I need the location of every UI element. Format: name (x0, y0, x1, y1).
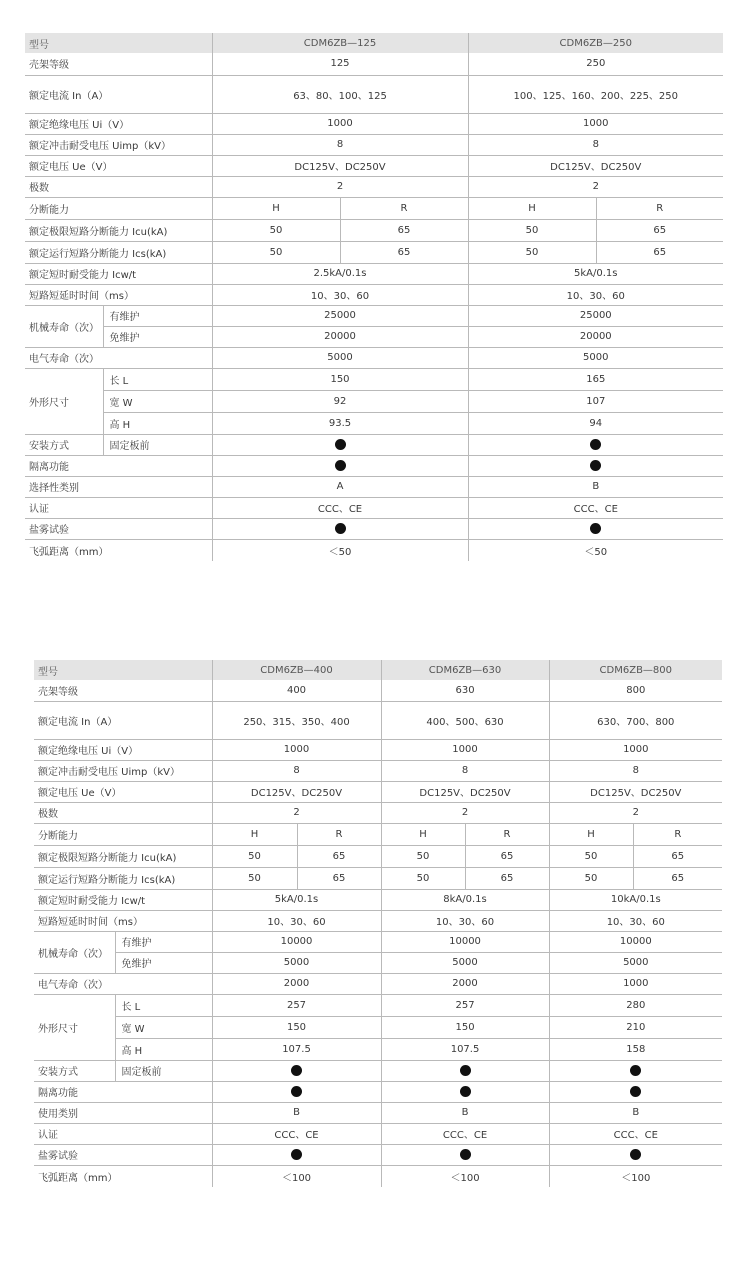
row-label: 盐雾试验 (34, 1144, 212, 1165)
cell: 92 (212, 390, 468, 412)
cell: 1000 (212, 113, 468, 134)
filled-dot-icon (291, 1149, 302, 1160)
isolation-row (25, 455, 723, 476)
isolation-row (34, 1081, 722, 1102)
frame-row (34, 680, 722, 701)
cell: 2 (212, 176, 468, 197)
mech-life-maint-row (34, 931, 722, 952)
cell: 65 (340, 241, 468, 263)
cell: 630、700、800 (549, 701, 722, 739)
cell: 630 (381, 680, 549, 701)
icw-row (25, 263, 723, 284)
cell: R (297, 823, 381, 845)
elec-life-row (34, 973, 722, 994)
cell: 50 (212, 867, 297, 889)
cell: 65 (297, 867, 381, 889)
cell: ＜50 (212, 539, 468, 561)
cell: 65 (340, 219, 468, 241)
filled-dot-icon (630, 1086, 641, 1097)
elec-life-row (25, 347, 723, 368)
model-name: CDM6ZB—400 (212, 660, 381, 680)
filled-dot-icon (335, 460, 346, 471)
sub-label: 有维护 (103, 305, 212, 326)
cell: 107.5 (381, 1038, 549, 1060)
row-label: 额定电压 Ue（V） (25, 155, 212, 176)
cell: 5000 (212, 347, 468, 368)
mech-life-free-row (25, 326, 723, 347)
sub-label: 长 L (115, 994, 212, 1016)
row-label: 额定极限短路分断能力 Icu(kA) (25, 219, 212, 241)
cell: 10kA/0.1s (549, 889, 722, 910)
cell (212, 1081, 381, 1102)
model-name: CDM6ZB—250 (468, 33, 723, 53)
sub-label: 宽 W (115, 1016, 212, 1038)
cell: 1000 (549, 973, 722, 994)
cell: 2 (381, 802, 549, 823)
row-label: 额定运行短路分断能力 Ics(kA) (25, 241, 212, 263)
cell (212, 1060, 381, 1081)
row-label: 壳架等级 (34, 680, 212, 701)
breaking-row (34, 823, 722, 845)
header-row (34, 660, 722, 680)
cell: 10000 (549, 931, 722, 952)
cell (381, 1081, 549, 1102)
sub-label: 高 H (115, 1038, 212, 1060)
cert-row (34, 1123, 722, 1144)
cell: 10000 (381, 931, 549, 952)
row-label: 外形尺寸 (34, 994, 115, 1060)
sub-label: 免维护 (115, 952, 212, 973)
row-label: 选择性类别 (25, 476, 212, 497)
cell: B (212, 1102, 381, 1123)
cell: 250 (468, 53, 723, 75)
dims-height-row (25, 412, 723, 434)
sub-label: 固定板前 (115, 1060, 212, 1081)
row-label: 分断能力 (25, 197, 212, 219)
cell: 65 (596, 219, 723, 241)
cell: 1000 (549, 739, 722, 760)
cell: 50 (468, 241, 596, 263)
current-row (34, 701, 722, 739)
row-label: 极数 (25, 176, 212, 197)
cell: 25000 (212, 305, 468, 326)
cell: 150 (212, 1016, 381, 1038)
model-name: CDM6ZB—800 (549, 660, 722, 680)
filled-dot-icon (590, 439, 601, 450)
row-label: 额定冲击耐受电压 Uimp（kV） (25, 134, 212, 155)
cell: 65 (465, 845, 549, 867)
cell (212, 455, 468, 476)
cell: 5000 (549, 952, 722, 973)
current-row (25, 75, 723, 113)
cell: 65 (465, 867, 549, 889)
insulation-voltage-row (34, 739, 722, 760)
cell: ＜100 (212, 1165, 381, 1187)
cell: H (549, 823, 633, 845)
row-label: 额定冲击耐受电压 Uimp（kV） (34, 760, 212, 781)
row-label: 电气寿命（次） (25, 347, 212, 368)
cell (468, 434, 723, 455)
cell: 93.5 (212, 412, 468, 434)
cell: 400 (212, 680, 381, 701)
category-row (34, 1102, 722, 1123)
cell: 65 (596, 241, 723, 263)
cell: 65 (297, 845, 381, 867)
cell: 125 (212, 53, 468, 75)
cell: 800 (549, 680, 722, 701)
cell: 8kA/0.1s (381, 889, 549, 910)
cell: 10、30、60 (212, 284, 468, 305)
sub-label: 固定板前 (103, 434, 212, 455)
cell: 10、30、60 (212, 910, 381, 931)
breaking-row (25, 197, 723, 219)
spec-table-125-250 (25, 33, 723, 561)
row-label: 极数 (34, 802, 212, 823)
cell: 2 (549, 802, 722, 823)
spec-table-400-800 (34, 660, 722, 1187)
filled-dot-icon (335, 523, 346, 534)
mech-life-free-row (34, 952, 722, 973)
cell: 50 (549, 845, 633, 867)
cell: 5000 (468, 347, 723, 368)
cell: 65 (633, 867, 722, 889)
frame-row (25, 53, 723, 75)
row-label: 额定短时耐受能力 Icw/t (25, 263, 212, 284)
cell: 25000 (468, 305, 723, 326)
filled-dot-icon (460, 1149, 471, 1160)
cell: 257 (212, 994, 381, 1016)
cell: 20000 (212, 326, 468, 347)
cell (212, 1144, 381, 1165)
cell: CCC、CE (212, 1123, 381, 1144)
install-row (25, 434, 723, 455)
poles-row (25, 176, 723, 197)
cell (549, 1081, 722, 1102)
filled-dot-icon (590, 460, 601, 471)
row-label: 额定短时耐受能力 Icw/t (34, 889, 212, 910)
cell (468, 518, 723, 539)
cell: 100、125、160、200、225、250 (468, 75, 723, 113)
cell: 150 (212, 368, 468, 390)
row-label: 使用类别 (34, 1102, 212, 1123)
row-label: 盐雾试验 (25, 518, 212, 539)
cell: 20000 (468, 326, 723, 347)
cell: 50 (468, 219, 596, 241)
dims-height-row (34, 1038, 722, 1060)
cell (549, 1060, 722, 1081)
impulse-row (25, 134, 723, 155)
cell: 94 (468, 412, 723, 434)
cell: R (633, 823, 722, 845)
category-row (25, 476, 723, 497)
cell: 8 (468, 134, 723, 155)
row-label: 额定绝缘电压 Ui（V） (34, 739, 212, 760)
cell: 5kA/0.1s (468, 263, 723, 284)
model-name: CDM6ZB—630 (381, 660, 549, 680)
filled-dot-icon (335, 439, 346, 450)
cell: 2.5kA/0.1s (212, 263, 468, 284)
row-label: 额定运行短路分断能力 Ics(kA) (34, 867, 212, 889)
cell: 1000 (212, 739, 381, 760)
mech-life-maint-row (25, 305, 723, 326)
icw-row (34, 889, 722, 910)
cell (212, 518, 468, 539)
cell: 50 (212, 241, 340, 263)
cell: B (468, 476, 723, 497)
row-label: 隔离功能 (25, 455, 212, 476)
cell: B (549, 1102, 722, 1123)
dims-width-row (25, 390, 723, 412)
row-label: 机械寿命（次） (25, 305, 103, 347)
row-label: 额定电流 In（A） (25, 75, 212, 113)
dims-length-row (34, 994, 722, 1016)
cell: 2 (212, 802, 381, 823)
cell: 2 (468, 176, 723, 197)
cell: 250、315、350、400 (212, 701, 381, 739)
row-label: 分断能力 (34, 823, 212, 845)
cell: R (340, 197, 468, 219)
cell: 107 (468, 390, 723, 412)
cell (212, 434, 468, 455)
salt-spray-row (25, 518, 723, 539)
cell: 8 (549, 760, 722, 781)
cell: 107.5 (212, 1038, 381, 1060)
cell: 8 (212, 134, 468, 155)
cell: 5kA/0.1s (212, 889, 381, 910)
sub-label: 免维护 (103, 326, 212, 347)
header-row (25, 33, 723, 53)
cell (381, 1144, 549, 1165)
cell: H (212, 823, 297, 845)
cell: 10、30、60 (381, 910, 549, 931)
cell: ＜50 (468, 539, 723, 561)
filled-dot-icon (590, 523, 601, 534)
model-name: CDM6ZB—125 (212, 33, 468, 53)
cell (549, 1144, 722, 1165)
icu-row (34, 845, 722, 867)
cell: 8 (212, 760, 381, 781)
cell: 50 (381, 867, 465, 889)
cell: 10、30、60 (549, 910, 722, 931)
cell: H (381, 823, 465, 845)
cell: H (468, 197, 596, 219)
voltage-row (34, 781, 722, 802)
dims-length-row (25, 368, 723, 390)
row-label: 额定电压 Ue（V） (34, 781, 212, 802)
row-label: 安装方式 (34, 1060, 115, 1081)
cell: 50 (212, 219, 340, 241)
row-label: 飞弧距离（mm） (29, 546, 109, 558)
cell: 2000 (381, 973, 549, 994)
poles-row (34, 802, 722, 823)
row-label: 壳架等级 (25, 53, 212, 75)
row-label: 电气寿命（次） (34, 973, 212, 994)
install-row (34, 1060, 722, 1081)
cell: CCC、CE (549, 1123, 722, 1144)
filled-dot-icon (291, 1086, 302, 1097)
sub-label: 高 H (103, 412, 212, 434)
ics-row (34, 867, 722, 889)
filled-dot-icon (630, 1065, 641, 1076)
sub-label: 长 L (103, 368, 212, 390)
cell: 10000 (212, 931, 381, 952)
cell: CCC、CE (381, 1123, 549, 1144)
delay-row (34, 910, 722, 931)
cell: 50 (381, 845, 465, 867)
cell: 257 (381, 994, 549, 1016)
filled-dot-icon (630, 1149, 641, 1160)
cell (381, 1060, 549, 1081)
cell: 210 (549, 1016, 722, 1038)
filled-dot-icon (460, 1086, 471, 1097)
row-label: 短路短延时时间（ms） (34, 910, 212, 931)
cell: DC125V、DC250V (549, 781, 722, 802)
cell: DC125V、DC250V (212, 155, 468, 176)
model-label: 型号 (25, 33, 212, 53)
impulse-row (34, 760, 722, 781)
cell: 150 (381, 1016, 549, 1038)
row-label: 飞弧距离（mm） (38, 1172, 118, 1184)
row-label: 机械寿命（次） (34, 931, 115, 973)
ics-row (25, 241, 723, 263)
row-label: 认证 (25, 497, 212, 518)
cell: 1000 (381, 739, 549, 760)
sub-label: 宽 W (103, 390, 212, 412)
cell: CCC、CE (212, 497, 468, 518)
cell: 63、80、100、125 (212, 75, 468, 113)
row-label: 额定极限短路分断能力 Icu(kA) (34, 845, 212, 867)
cell (468, 455, 723, 476)
salt-spray-row (34, 1144, 722, 1165)
cell: CCC、CE (468, 497, 723, 518)
cell: 158 (549, 1038, 722, 1060)
cell: DC125V、DC250V (212, 781, 381, 802)
row-label: 认证 (34, 1123, 212, 1144)
cell: 8 (381, 760, 549, 781)
row-label: 隔离功能 (34, 1081, 212, 1102)
icu-row (25, 219, 723, 241)
cell: DC125V、DC250V (381, 781, 549, 802)
cell: 5000 (381, 952, 549, 973)
cell: R (596, 197, 723, 219)
row-label: 额定绝缘电压 Ui（V） (25, 113, 212, 134)
cell: 65 (633, 845, 722, 867)
insulation-voltage-row (25, 113, 723, 134)
cell: 50 (549, 867, 633, 889)
cell: H (212, 197, 340, 219)
cell: 280 (549, 994, 722, 1016)
cell: 400、500、630 (381, 701, 549, 739)
cell: A (212, 476, 468, 497)
cell: 2000 (212, 973, 381, 994)
cell: 1000 (468, 113, 723, 134)
cell: 5000 (212, 952, 381, 973)
filled-dot-icon (291, 1065, 302, 1076)
row-label: 短路短延时时间（ms） (25, 284, 212, 305)
model-label: 型号 (34, 660, 212, 680)
filled-dot-icon (460, 1065, 471, 1076)
cell: ＜100 (381, 1165, 549, 1187)
row-label: 外形尺寸 (25, 368, 103, 434)
cell: R (465, 823, 549, 845)
row-label: 额定电流 In（A） (34, 701, 212, 739)
row-label: 安装方式 (25, 434, 103, 455)
delay-row (25, 284, 723, 305)
arc-row (34, 1165, 722, 1187)
voltage-row (25, 155, 723, 176)
cell: 10、30、60 (468, 284, 723, 305)
cell: 165 (468, 368, 723, 390)
cert-row (25, 497, 723, 518)
cell: ＜100 (549, 1165, 722, 1187)
cell: DC125V、DC250V (468, 155, 723, 176)
cell: 50 (212, 845, 297, 867)
arc-row (25, 539, 723, 561)
cell: B (381, 1102, 549, 1123)
dims-width-row (34, 1016, 722, 1038)
sub-label: 有维护 (115, 931, 212, 952)
